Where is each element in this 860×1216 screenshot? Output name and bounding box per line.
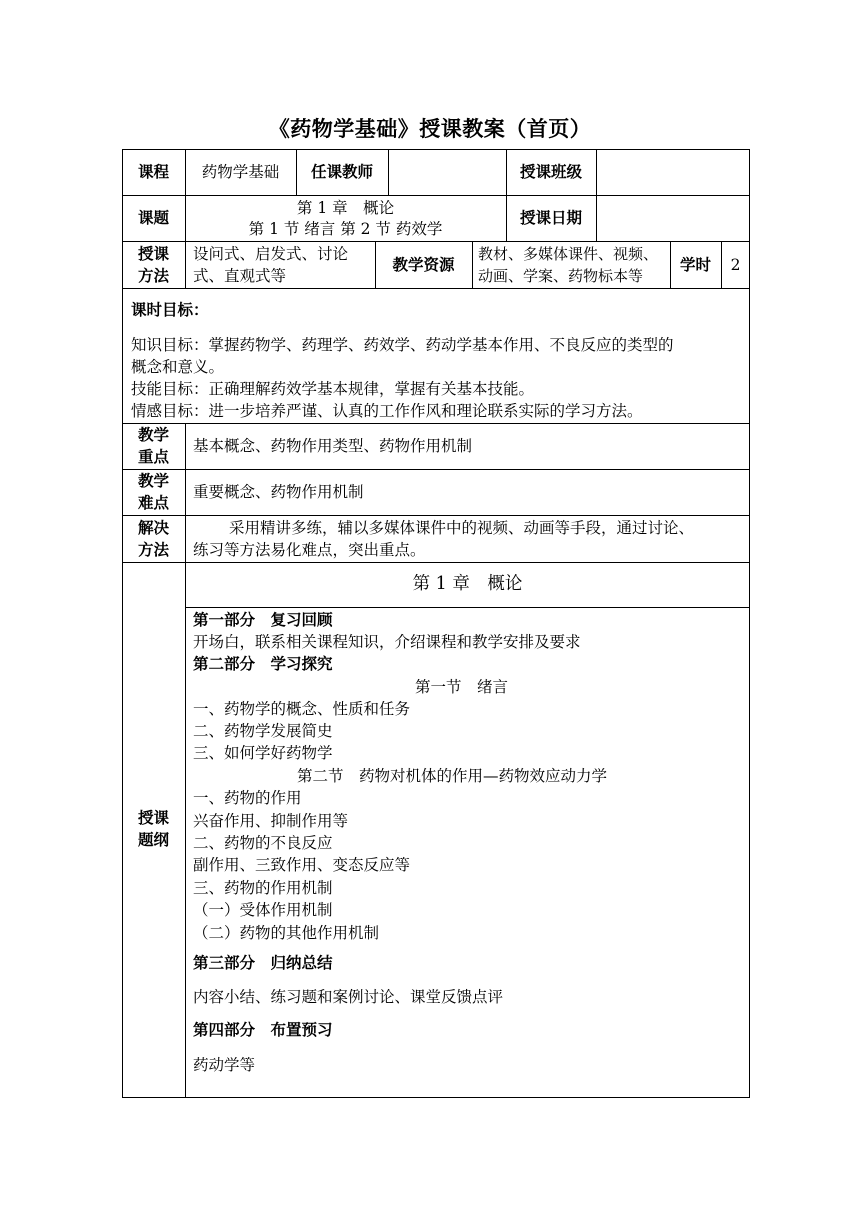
outline-part4-text: 药动学等 [193, 1056, 256, 1074]
difficulties-value: 重要概念、药物作用机制 [193, 483, 364, 501]
course-value: 药物学基础 [201, 163, 280, 181]
objective-skill: 技能目标：正确理解药效学基本规律，掌握有关基本技能。 [131, 380, 535, 398]
difficulties-label-2: 难点 [137, 494, 169, 512]
date-label: 授课日期 [519, 209, 582, 227]
outline-part2-title: 第二部分 学习探究 [193, 655, 333, 673]
outline-section1: 第一节 绪言 [415, 678, 509, 696]
method-line-1: 设问式、启发式、讨论 [193, 245, 349, 263]
objective-emotion: 情感目标：进一步培养严谨、认真的工作作风和理论联系实际的学习方法。 [131, 402, 643, 420]
method-label-1: 授课 [137, 245, 169, 263]
solution-label-2: 方法 [137, 541, 169, 559]
keypoints-value: 基本概念、药物作用类型、药物作用机制 [193, 437, 473, 455]
outline-part3-text: 内容小结、练习题和案例讨论、课堂反馈点评 [193, 988, 504, 1006]
outline-part3-title: 第三部分 归纳总结 [193, 954, 333, 972]
objectives-heading: 课时目标： [131, 301, 209, 319]
objective-knowledge-1: 知识目标：掌握药物学、药理学、药效学、药动学基本作用、不良反应的类型的 [131, 336, 674, 354]
document-title: 《药物学基础》授课教案（首页） [268, 117, 592, 141]
outline-s1-item1: 一、药物学的概念、性质和任务 [193, 700, 411, 718]
solution-line-1: 采用精讲多练，辅以多媒体课件中的视频、动画等手段，通过讨论、 [229, 519, 695, 537]
hours-value: 2 [730, 255, 741, 274]
resource-line-2: 动画、学案、药物标本等 [478, 267, 644, 285]
solution-label-1: 解决 [137, 519, 169, 537]
outline-s2-item2: 二、药物的不良反应 [193, 834, 333, 852]
outline-s2-item3-b: （二）药物的其他作用机制 [193, 924, 380, 942]
hours-label: 学时 [679, 255, 711, 274]
outline-s2-item3: 三、药物的作用机制 [193, 879, 333, 897]
teacher-label: 任课教师 [310, 163, 373, 181]
method-label-2: 方法 [137, 267, 169, 285]
outline-s2-item3-a: （一）受体作用机制 [193, 901, 333, 919]
outline-label-1: 授课 [137, 809, 169, 827]
course-label: 课程 [137, 163, 169, 181]
objective-knowledge-2: 概念和意义。 [131, 358, 225, 376]
keypoints-label-2: 重点 [137, 448, 169, 466]
topic-line-2: 第 1 节 绪言 第 2 节 药效学 [248, 220, 443, 238]
outline-s2-item2-sub: 副作用、三致作用、变态反应等 [193, 856, 411, 874]
outline-s2-item1-sub: 兴奋作用、抑制作用等 [193, 812, 349, 830]
outline-section2: 第二节 药物对机体的作用—药物效应动力学 [297, 767, 608, 785]
class-label: 授课班级 [519, 163, 582, 181]
date-value [596, 195, 750, 241]
teacher-value [388, 149, 506, 195]
outline-part1-title: 第一部分 复习回顾 [193, 611, 333, 629]
topic-label: 课题 [137, 209, 169, 227]
outline-s2-item1: 一、药物的作用 [193, 789, 302, 807]
outline-chapter-heading: 第 1 章 概论 [412, 574, 523, 594]
class-value [596, 149, 750, 195]
keypoints-label-1: 教学 [137, 426, 169, 444]
resource-label: 教学资源 [392, 255, 455, 274]
method-line-2: 式、直观式等 [193, 267, 287, 285]
solution-line-2: 练习等方法易化难点，突出重点。 [193, 541, 426, 559]
outline-part1-text: 开场白，联系相关课程知识，介绍课程和教学安排及要求 [193, 633, 581, 651]
outline-s1-item3: 三、如何学好药物学 [193, 744, 333, 762]
difficulties-label-1: 教学 [137, 472, 169, 490]
outline-part4-title: 第四部分 布置预习 [193, 1021, 333, 1039]
outline-s1-item2: 二、药物学发展简史 [193, 722, 333, 740]
resource-line-1: 教材、多媒体课件、视频、 [478, 245, 659, 263]
topic-line-1: 第 1 章 概论 [296, 199, 395, 217]
outline-label-2: 题纲 [137, 831, 169, 849]
